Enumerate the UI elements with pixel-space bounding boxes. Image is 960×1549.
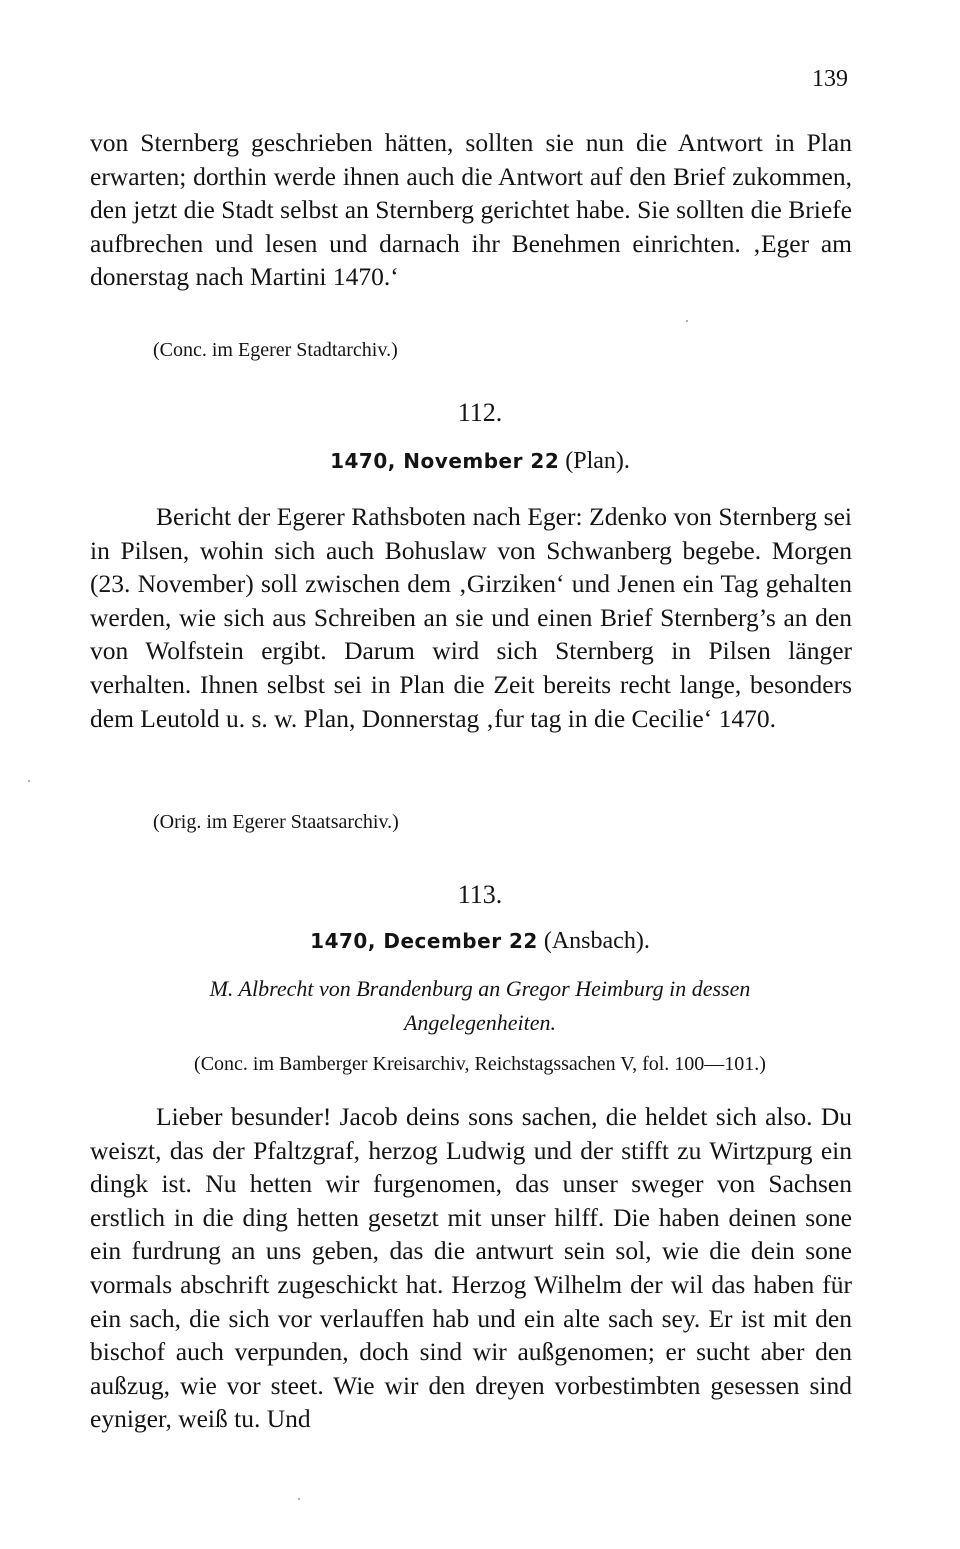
date-place-112: (Plan). bbox=[565, 448, 630, 474]
document-summary-113-line2: Angelegenheiten. bbox=[403, 1010, 557, 1035]
document-body-113-section bbox=[90, 1100, 852, 1436]
document-body-112: Bericht der Egerer Rathsboten nach Eger: Zdenko von Sternberg sei in Pilsen, wohin sich auch Bohuslaw von Schwanberg begebe. Morgen (23. November) soll zwischen dem ‚Girziken‘ und Jenen ein Tag gehalten werden, wie sich aus Schreiben an sie und einen Brief Sternberg’s an den von Wolfstein ergibt. Darum wird sich Sternberg in Pilsen länger verhalten. Ihnen selbst sei in Plan die Zeit bereits recht lange, besonders dem Leutold u. s. w. Plan, Donnerstag ‚fur tag in die Cecilie‘ 1470. bbox=[90, 502, 852, 733]
document-date-112 bbox=[0, 448, 960, 475]
carryover-source-note: (Conc. im Egerer Stadtarchiv.) bbox=[153, 339, 398, 361]
document-number-113: 113. bbox=[457, 880, 503, 909]
document-body-112-section bbox=[90, 500, 852, 735]
document-source-112: (Orig. im Egerer Staatsarchiv.) bbox=[153, 811, 399, 833]
carryover-paragraph: von Sternberg geschrieben hätten, sollten sie nun die Antwort in Plan erwarten; dorthin werde ihnen auch die Antwort auf den Brief zukommen, den jetzt die Stadt selbst an Sternberg gerichtet habe. Sie sollten die Briefe aufbrechen und lesen und darnach ihr Benehmen einrichten. ‚Eger am donerstag nach Martini 1470.‘ bbox=[90, 128, 852, 292]
scan-speck bbox=[686, 320, 688, 322]
document-body-113: Lieber besunder! Jacob deins sons sachen, die heldet sich also. Du weiszt, das der Pfaltzgraf, herzog Ludwig und der stifft zu Wirtzpurg ein dingk ist. Nu hetten wir furgenomen, das unser sweger von Sachsen erstlich in die ding hetten gesetzt mit unser hilff. Die haben deinen sone ein furdrung an uns geben, das die antwurt sein sol, wie die dein sone vormals abschrift zugeschickt hat. Herzog Wilhelm der wil das haben für ein sach, die sich vor verlauffen hab und ein alte sach sey. Er ist mit den bischof auch verpunden, doch sind wir außgenomen; er sucht aber den außzug, wie vor steet. Wie wir den dreyen vorbestimbten gesessen sind eyniger, weiß tu. Und bbox=[90, 1102, 852, 1434]
document-source-113: (Conc. im Bamberger Kreisarchiv, Reichstagssachen V, fol. 100—101.) bbox=[194, 1053, 766, 1075]
scan-speck bbox=[28, 780, 30, 782]
date-bold-112: 1470, November 22 bbox=[330, 449, 560, 473]
date-bold-113: 1470, December 22 bbox=[310, 929, 538, 953]
document-summary-113-line1: M. Albrecht von Brandenburg an Gregor Heimburg in dessen bbox=[209, 976, 751, 1001]
document-date-113 bbox=[0, 928, 960, 955]
document-number-112: 112. bbox=[457, 398, 503, 427]
scan-speck bbox=[298, 1498, 300, 1500]
date-place-113: (Ansbach). bbox=[543, 928, 650, 954]
carryover-section bbox=[90, 126, 852, 294]
page-number: 139 bbox=[812, 66, 848, 92]
